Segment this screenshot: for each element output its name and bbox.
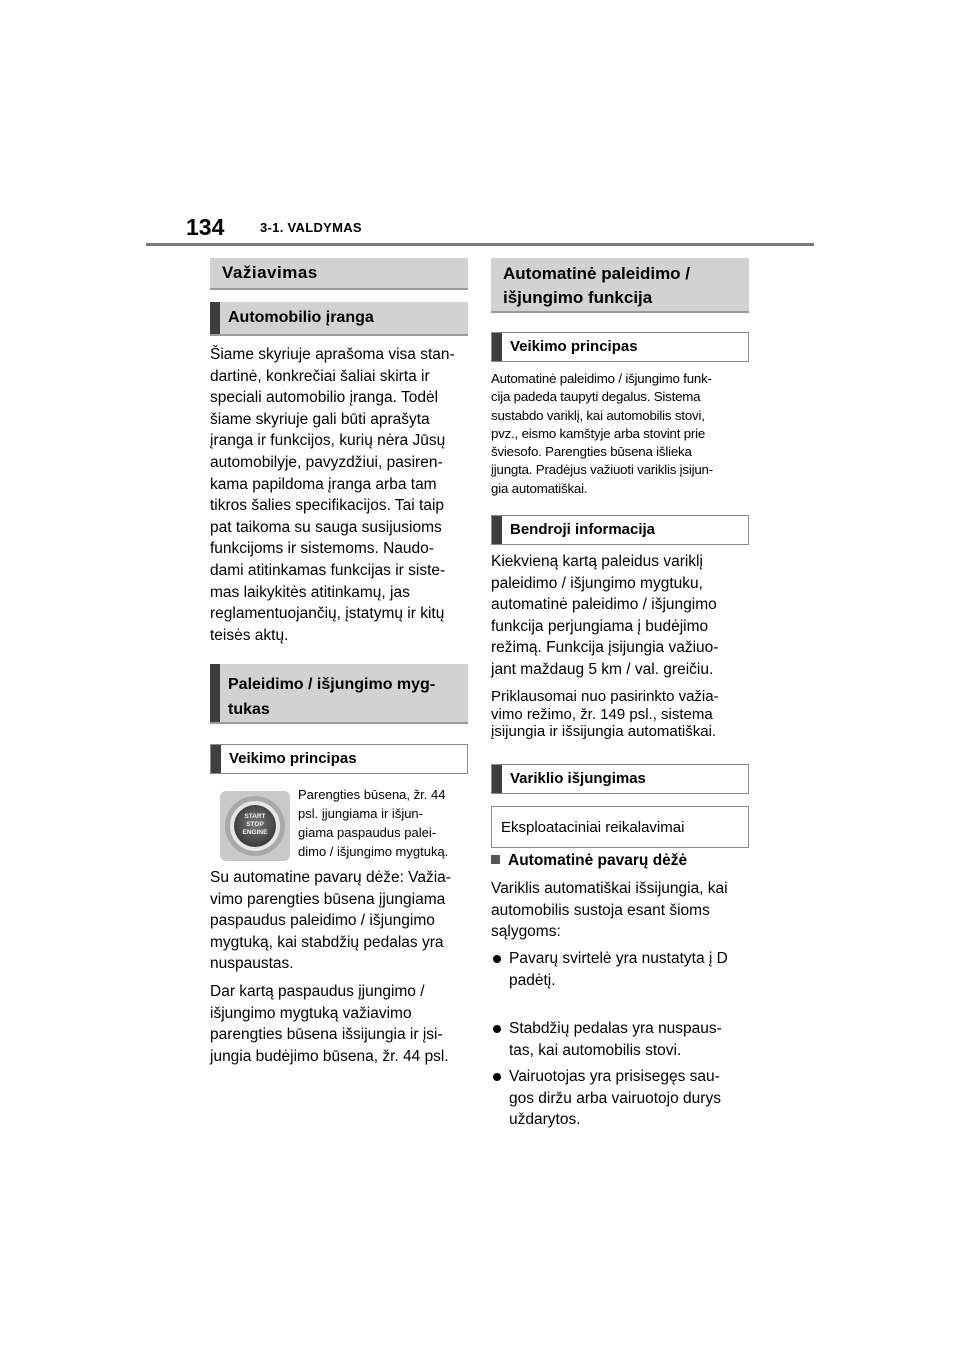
section-heading-auto-start-stop bbox=[491, 258, 749, 313]
principle-paragraph bbox=[491, 370, 753, 498]
text-line: Parengties būsena, žr. 44 bbox=[298, 787, 446, 802]
subheading-text bbox=[228, 672, 435, 722]
button-label: STOP bbox=[246, 821, 264, 828]
bullet-icon bbox=[493, 1025, 501, 1033]
text-line: Dar kartą paspaudus įjungimo / bbox=[210, 983, 425, 1000]
text-line: gos diržu arba vairuotojo durys bbox=[509, 1089, 721, 1107]
box-heading-principle-left bbox=[210, 744, 468, 774]
heading-marker bbox=[492, 765, 502, 793]
general-paragraph bbox=[491, 551, 753, 681]
text-line: tikros šalies specifikacijos. Tai taip bbox=[210, 497, 445, 515]
text-line: dami atitinkamas funkcijas ir siste- bbox=[210, 561, 446, 579]
text-line: padėtį. bbox=[509, 971, 556, 989]
text-line: dimo / išjungimo mygtuką. bbox=[298, 844, 449, 859]
chapter-title: 3-1. VALDYMAS bbox=[260, 220, 362, 235]
text-line: nuspaustas. bbox=[210, 955, 294, 973]
requirements-box bbox=[491, 806, 749, 848]
bullet-icon bbox=[493, 955, 501, 963]
text-line: Variklis automatiškai išsijungia, kai bbox=[491, 880, 728, 897]
heading-marker bbox=[492, 516, 502, 544]
heading-marker bbox=[210, 664, 220, 722]
bullet-text bbox=[509, 948, 744, 991]
page-number: 134 bbox=[186, 214, 225, 240]
requirements-label: Eksploataciniai reikalavimai bbox=[501, 819, 685, 836]
text-line: vimo režimo, žr. 149 psl., sistema bbox=[491, 705, 713, 723]
text-line: Šiame skyriuje aprašoma visa stan- bbox=[210, 346, 455, 363]
text-line: mas laikykitės atitinkamų, jas bbox=[210, 583, 410, 601]
subheading-line: tukas bbox=[228, 701, 270, 718]
subheading-line: Paleidimo / išjungimo myg- bbox=[228, 676, 436, 693]
box-heading-general-info bbox=[491, 515, 749, 545]
standby-paragraph bbox=[210, 981, 472, 1067]
text-line: šiame skyriuje gali būti aprašyta bbox=[210, 410, 430, 428]
text-line: gia automatiškai. bbox=[491, 480, 588, 496]
box-heading-text: Veikimo principas bbox=[510, 338, 638, 355]
box-heading-principle-right bbox=[491, 332, 749, 362]
heading-marker bbox=[492, 333, 502, 361]
text-line: automobilyje, pavyzdžiui, pasiren- bbox=[210, 453, 443, 471]
header-divider bbox=[146, 243, 814, 246]
text-line: speciali automobilio įranga. Todėl bbox=[210, 389, 439, 407]
text-line: cija padeda taupyti degalus. Sistema bbox=[491, 389, 701, 405]
subheading-text: Automobilio įranga bbox=[228, 309, 374, 326]
bullet-text bbox=[509, 1066, 744, 1131]
text-line: įsijungia ir išsijungia automatiškai. bbox=[491, 723, 717, 740]
section-heading-text: Važiavimas bbox=[222, 263, 318, 282]
text-line: režimą. Funkcija įsijungia važiuo- bbox=[491, 639, 719, 657]
start-stop-button-image bbox=[220, 791, 290, 861]
text-line: tas, kai automobilis stovi. bbox=[509, 1041, 682, 1059]
text-line: parengties būsena išsijungia ir įsi- bbox=[210, 1026, 443, 1044]
heading-line: Automatinė paleidimo / bbox=[503, 264, 691, 283]
text-line: paleidimo / išjungimo mygtuku, bbox=[491, 574, 703, 592]
text-line: psl. įjungiama ir išjun- bbox=[298, 806, 423, 821]
bullet-text bbox=[509, 1018, 744, 1061]
subheading-start-stop-button bbox=[210, 664, 468, 724]
condition-bullet-item bbox=[493, 1018, 755, 1062]
text-line: funkcijoms ir sistemoms. Naudo- bbox=[210, 540, 434, 558]
text-line: pat taikoma su sauga susijusioms bbox=[210, 518, 442, 536]
square-bullet-icon bbox=[491, 855, 500, 864]
box-heading-text: Bendroji informacija bbox=[510, 521, 656, 538]
button-label: START bbox=[244, 813, 266, 820]
text-line: giama paspaudus palei- bbox=[298, 825, 437, 840]
conditions-paragraph bbox=[491, 878, 753, 943]
automatic-gear-paragraph bbox=[210, 867, 472, 975]
general-paragraph-2 bbox=[491, 688, 753, 741]
auto-gear-subheading bbox=[491, 852, 687, 870]
box-heading-text: Variklio išjungimas bbox=[510, 770, 646, 787]
text-line: funkcija perjungiama į budėjimo bbox=[491, 617, 709, 635]
text-line: automobilis sustoja esant šioms bbox=[491, 901, 710, 919]
section-heading-text bbox=[503, 262, 690, 310]
box-heading-text: Veikimo principas bbox=[229, 750, 357, 767]
text-line: teisės aktų. bbox=[210, 626, 289, 644]
box-heading-engine-off bbox=[491, 764, 749, 794]
button-caption bbox=[298, 785, 473, 861]
subheading-equipment bbox=[210, 302, 468, 336]
text-line: Kiekvieną kartą paleidus variklį bbox=[491, 553, 703, 570]
text-line: reglamentuojančių, įstatymų ir kitų bbox=[210, 605, 445, 623]
text-line: mygtuką, kai stabdžių pedalas yra bbox=[210, 933, 444, 951]
text-line: automatinė paleidimo / išjungimo bbox=[491, 596, 717, 614]
condition-bullet-item bbox=[493, 1066, 755, 1132]
heading-marker bbox=[210, 302, 220, 334]
text-line: jungia budėjimo būsena, žr. 44 psl. bbox=[210, 1047, 449, 1065]
bullet-icon bbox=[493, 1073, 501, 1081]
condition-bullet-item bbox=[493, 948, 755, 992]
text-line: pvz., eismo kamštyje arba stovint prie bbox=[491, 425, 706, 441]
text-line: Automatinė paleidimo / išjungimo funk- bbox=[491, 371, 712, 386]
text-line: Vairuotojas yra prisisegęs sau- bbox=[509, 1068, 720, 1085]
button-label: ENGINE bbox=[242, 829, 268, 836]
text-line: Pavarų svirtelė yra nustatyta į D bbox=[509, 950, 728, 967]
equipment-paragraph bbox=[210, 344, 472, 646]
text-line: paspaudus paleidimo / išjungimo bbox=[210, 912, 435, 930]
heading-marker bbox=[211, 745, 221, 773]
text-line: sąlygoms: bbox=[491, 923, 561, 941]
text-line: dartinė, konkrečiai šaliai skirta ir bbox=[210, 367, 430, 385]
text-line: uždarytos. bbox=[509, 1111, 581, 1129]
text-line: šviesofo. Parengties būsena išlieka bbox=[491, 444, 692, 460]
text-line: vimo parengties būsena įjungiama bbox=[210, 890, 446, 908]
text-line: įranga ir funkcijos, kurių nėra Jūsų bbox=[210, 432, 446, 450]
text-line: išjungimo mygtuką važiavimo bbox=[210, 1004, 412, 1022]
text-line: Priklausomai nuo pasirinkto važia- bbox=[491, 688, 719, 705]
text-line: Stabdžių pedalas yra nuspaus- bbox=[509, 1020, 722, 1037]
heading-line: išjungimo funkcija bbox=[503, 288, 653, 307]
section-heading-driving bbox=[210, 258, 468, 290]
auto-gear-text: Automatinė pavarų dėžė bbox=[508, 852, 688, 869]
text-line: įjungta. Pradėjus važiuoti variklis įsijun- bbox=[491, 462, 713, 478]
text-line: kama papildoma įranga arba tam bbox=[210, 475, 437, 493]
text-line: sustabdo variklį, kai automobilis stovi, bbox=[491, 407, 705, 423]
text-line: Su automatine pavarų dėže: Važia- bbox=[210, 869, 451, 886]
text-line: jant maždaug 5 km / val. greičiu. bbox=[491, 660, 714, 678]
